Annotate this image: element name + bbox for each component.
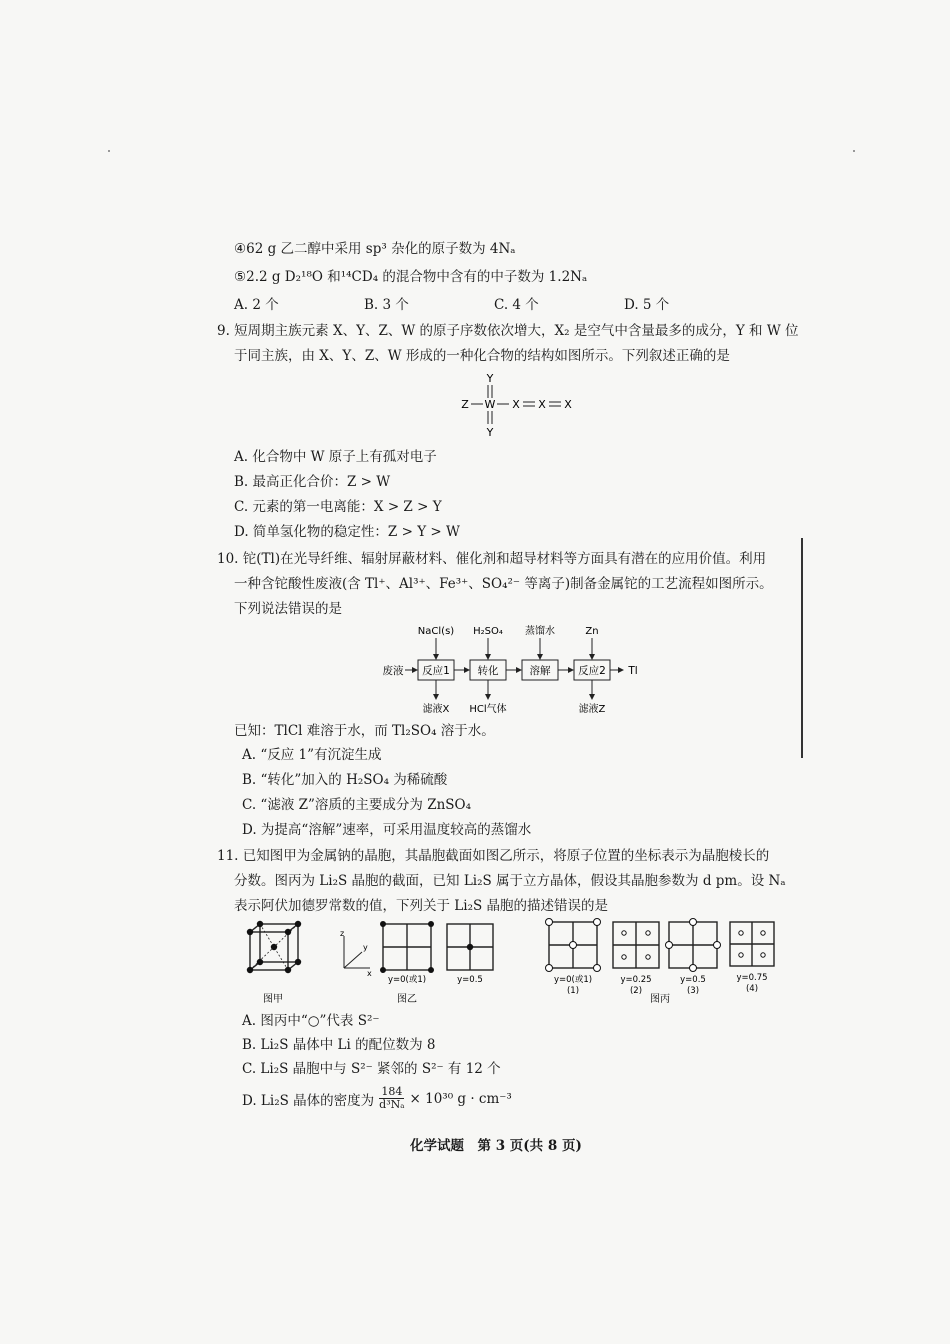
xyz-axes (340, 929, 372, 978)
q11-stem-line2: 分数。图丙为 Li₂S 晶胞的截面，已知 Li₂S 属于立方晶体，假设其晶胞参数为 d pm。设 Nₐ (234, 873, 786, 889)
q9-stem-line2: 于同主族，由 X、Y、Z、W 形成的一种化合物的结构如图所示。下列叙述正确的是 (234, 348, 730, 364)
fig-bing-number-4: (4) (745, 984, 759, 994)
q11-crystal-figures (240, 918, 790, 1010)
flow-end-label: Tl (628, 665, 638, 677)
q11-option-c[interactable]: C. Li₂S 晶胞中与 S²⁻ 紧邻的 S²⁻ 有 12 个 (242, 1061, 501, 1077)
fig-jia-cube (247, 921, 301, 973)
flow-input-1: NaCl(s) (417, 626, 455, 637)
fig-yi-label-y05: y=0.5 (457, 975, 483, 985)
q11-option-a[interactable]: A. 图丙中“○”代表 S²⁻ (242, 1013, 380, 1029)
fig-bing-number-3: (3) (686, 986, 700, 996)
flow-start-label: 废液 (382, 665, 404, 677)
fig-yi-section-y05 (447, 924, 493, 970)
flow-step-4: 反应2 (578, 665, 606, 677)
fig-yi-section-y0 (380, 921, 434, 973)
scan-speck (108, 150, 110, 152)
fraction-numerator: 184 (381, 1085, 403, 1098)
structure-bottom-y: Y (486, 426, 494, 439)
structure-w: W (484, 398, 496, 411)
q8-item4: ④62 g 乙二醇中采用 sp³ 杂化的原子数为 4Nₐ (234, 241, 516, 257)
fig-bing-label: 图丙 (650, 994, 670, 1005)
fig-bing-section-4 (730, 922, 774, 966)
q8-option-b[interactable]: B. 3 个 (364, 297, 409, 313)
q11-option-b[interactable]: B. Li₂S 晶体中 Li 的配位数为 8 (242, 1037, 436, 1053)
fig-bing-section-2 (613, 922, 659, 968)
fig-yi-label-y0: y=0(或1) (387, 975, 427, 985)
q9-option-b[interactable]: B. 最高正化合价：Z > W (234, 474, 391, 490)
fig-bing-section-3 (666, 919, 721, 972)
flow-step-1: 反应1 (422, 665, 450, 677)
q10-known: 已知：TlCl 难溶于水，而 Tl₂SO₄ 溶于水。 (234, 723, 495, 739)
q9-option-a[interactable]: A. 化合物中 W 原子上有孤对电子 (234, 449, 437, 465)
q9-structure-diagram (455, 370, 575, 442)
fig-bing-label-2: y=0.25 (620, 975, 652, 985)
q8-option-c[interactable]: C. 4 个 (494, 297, 539, 313)
fig-bing-label-1: y=0(或1) (553, 975, 593, 985)
q8-option-a[interactable]: A. 2 个 (234, 297, 279, 313)
fig-yi-label: 图乙 (397, 994, 417, 1005)
structure-top-y: Y (486, 372, 494, 385)
margin-rule (801, 538, 803, 758)
q8-options (234, 296, 754, 314)
density-fraction (377, 1086, 406, 1111)
q11-option-d-suffix: × 10³⁰ g · cm⁻³ (409, 1090, 512, 1107)
fraction-denominator: d³Nₐ (379, 1098, 405, 1111)
q8-item5: ⑤2.2 g D₂¹⁸O 和¹⁴CD₄ 的混合物中含有的中子数为 1.2Nₐ (234, 269, 588, 285)
fig-bing-number-1: (1) (566, 986, 580, 996)
fig-bing-label-4: y=0.75 (736, 973, 768, 983)
structure-x2: X (538, 398, 546, 411)
q10-flow-diagram (375, 622, 645, 718)
q10-option-c[interactable]: C. “滤液 Z”溶质的主要成分为 ZnSO₄ (242, 797, 471, 813)
fig-jia-label: 图甲 (263, 994, 283, 1005)
fig-bing-label-3: y=0.5 (680, 975, 706, 985)
q11-stem-line3: 表示阿伏加德罗常数的值，下列关于 Li₂S 晶胞的描述错误的是 (234, 898, 609, 914)
structure-x3: X (564, 398, 572, 411)
flow-output-1: 滤液X (422, 704, 450, 715)
q8-option-d[interactable]: D. 5 个 (624, 297, 670, 313)
q10-stem-line3: 下列说法错误的是 (234, 601, 342, 617)
q11-option-d[interactable] (242, 1086, 512, 1111)
flow-input-2: H₂SO₄ (473, 626, 503, 637)
page-footer: 化学试题 第 3 页(共 8 页) (410, 1138, 582, 1154)
flow-step-2: 转化 (477, 665, 499, 677)
q10-option-d[interactable]: D. 为提高“溶解”速率，可采用温度较高的蒸馏水 (242, 822, 532, 838)
q10-option-b[interactable]: B. “转化”加入的 H₂SO₄ 为稀硫酸 (242, 772, 448, 788)
q11-option-d-prefix: D. Li₂S 晶体的密度为 (242, 1092, 375, 1109)
structure-z: Z (461, 398, 469, 411)
structure-x1: X (512, 398, 520, 411)
axis-z: z (340, 929, 345, 938)
axis-y: y (363, 943, 368, 952)
q9-option-c[interactable]: C. 元素的第一电离能：X > Z > Y (234, 499, 442, 515)
axis-x: x (367, 969, 372, 978)
fig-bing-number-2: (2) (629, 986, 643, 996)
flow-output-4: 滤液Z (578, 704, 606, 715)
flow-step-3: 溶解 (529, 665, 551, 677)
q10-option-a[interactable]: A. “反应 1”有沉淀生成 (242, 747, 382, 763)
q9-option-d[interactable]: D. 简单氢化物的稳定性：Z > Y > W (234, 524, 460, 540)
flow-input-4: Zn (585, 626, 599, 637)
flow-input-3: 蒸馏水 (525, 626, 555, 637)
fig-bing-section-1 (546, 919, 601, 972)
flow-output-2: HCl气体 (469, 704, 507, 715)
q10-stem-line1: 10. 铊(Tl)在光导纤维、辐射屏蔽材料、催化剂和超导材料等方面具有潜在的应用价值。利用 (217, 551, 767, 567)
q11-stem-line1: 11. 已知图甲为金属钠的晶胞，其晶胞截面如图乙所示，将原子位置的坐标表示为晶胞棱长的 (217, 848, 770, 864)
scan-speck (853, 150, 855, 152)
q10-stem-line2: 一种含铊酸性废液(含 Tl⁺、Al³⁺、Fe³⁺、SO₄²⁻ 等离子)制备金属铊的工艺流程如图所示。 (234, 576, 773, 592)
q9-stem-line1: 9. 短周期主族元素 X、Y、Z、W 的原子序数依次增大，X₂ 是空气中含量最多的成分，Y 和 W 位 (217, 323, 799, 339)
